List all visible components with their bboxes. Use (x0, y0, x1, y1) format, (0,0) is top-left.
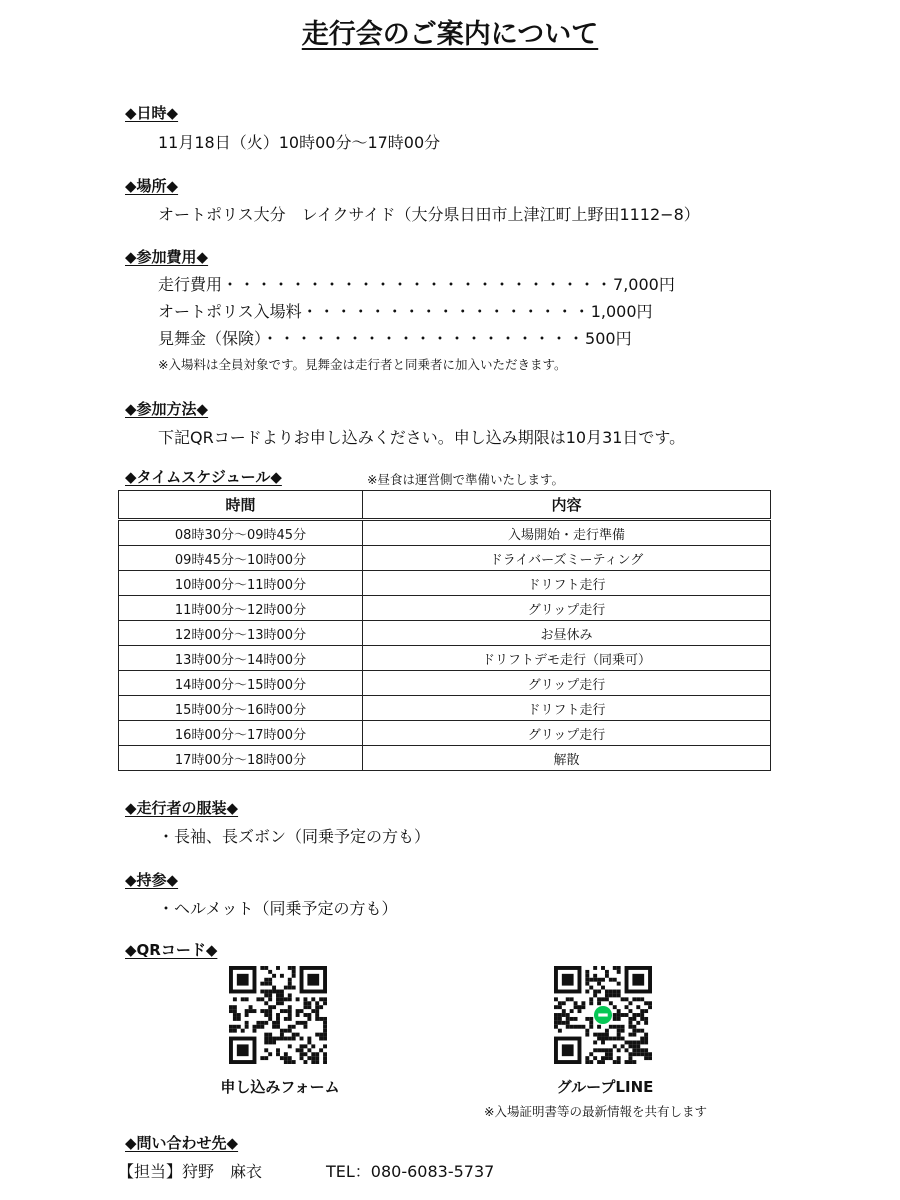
page-title: 走行会のご案内について (301, 19, 599, 50)
fee-row-entry (158, 299, 653, 322)
table-row (119, 671, 771, 696)
time-cell: 09時45分～10時00分 (119, 546, 363, 571)
time-cell: 17時00分～18時00分 (119, 746, 363, 771)
line-qr-note: ※入場証明書等の最新情報を共有します (484, 1104, 707, 1119)
schedule-table (118, 490, 771, 771)
time-cell: 12時00分～13時00分 (119, 621, 363, 646)
fee-row-run (158, 272, 675, 295)
attire-heading: ◆走行者の服装◆ (125, 799, 239, 817)
attire-value: ・長袖、長ズボン（同乗予定の方も） (158, 827, 431, 846)
fee-amount: 500円 (585, 329, 632, 348)
schedule-note: ※昼食は運営側で準備いたします。 (367, 472, 564, 487)
datetime-heading: ◆日時◆ (125, 104, 179, 122)
content-cell: ドリフト走行 (363, 571, 771, 596)
content-cell: グリップ走行 (363, 671, 771, 696)
column-header-time: 時間 (119, 491, 363, 520)
location-heading: ◆場所◆ (125, 177, 179, 195)
table-row (119, 596, 771, 621)
fee-dots: ・・・・・・・・・・・・・・・・・・・ (262, 329, 586, 348)
contact-tel: TEL：080-6083-5737 (326, 1162, 495, 1181)
form-qr-label: 申し込みフォーム (220, 1078, 340, 1096)
content-cell: お昼休み (363, 621, 771, 646)
table-row (119, 571, 771, 596)
location-value: オートポリス大分 レイクサイド（大分県日田市上津江町上野田1112−8） (158, 205, 700, 224)
fee-label: 見舞金（保険） (158, 329, 263, 348)
contact-person: 【担当】狩野 麻衣 (118, 1162, 263, 1181)
qr-heading: ◆QRコード◆ (125, 941, 218, 959)
time-cell: 13時00分～14時00分 (119, 646, 363, 671)
table-row (119, 621, 771, 646)
content-cell: ドリフトデモ走行（同乗可） (363, 646, 771, 671)
datetime-value: 11月18日（火）10時00分～17時00分 (158, 133, 441, 152)
fee-label: 走行費用 (158, 275, 223, 294)
fee-row-insurance (158, 326, 632, 349)
fee-amount: 1,000円 (590, 302, 653, 321)
bring-value: ・ヘルメット（同乗予定の方も） (158, 899, 398, 918)
column-header-content: 内容 (363, 491, 771, 520)
table-row (119, 721, 771, 746)
time-cell: 16時00分～17時00分 (119, 721, 363, 746)
table-row (119, 546, 771, 571)
time-cell: 11時00分～12時00分 (119, 596, 363, 621)
content-cell: グリップ走行 (363, 596, 771, 621)
method-value: 下記QRコードよりお申し込みください。申し込み期限は10月31日です。 (158, 428, 686, 447)
time-cell: 08時30分～09時45分 (119, 520, 363, 546)
content-cell: グリップ走行 (363, 721, 771, 746)
fee-amount: 7,000円 (613, 275, 675, 294)
fees-note: ※入場料は全員対象です。見舞金は走行者と同乗者に加入いただきます。 (158, 357, 567, 372)
bring-heading: ◆持参◆ (125, 871, 179, 889)
time-cell: 14時00分～15時00分 (119, 671, 363, 696)
fee-dots: ・・・・・・・・・・・・・・・・・・・・・・・ (222, 275, 614, 294)
schedule-heading: ◆タイムスケジュール◆ (125, 468, 282, 486)
table-row (119, 520, 771, 546)
fee-label: オートポリス入場料 (158, 302, 302, 321)
method-heading: ◆参加方法◆ (125, 400, 209, 418)
table-row (119, 646, 771, 671)
time-cell: 10時00分～11時00分 (119, 571, 363, 596)
table-row (119, 746, 771, 771)
content-cell: 入場開始・走行準備 (363, 520, 771, 546)
table-row (119, 696, 771, 721)
line-qr-code-icon[interactable] (554, 966, 652, 1064)
content-cell: ドリフト走行 (363, 696, 771, 721)
content-cell: ドライバーズミーティング (363, 546, 771, 571)
content-cell: 解散 (363, 746, 771, 771)
form-qr-code-icon[interactable] (229, 966, 327, 1064)
fees-heading: ◆参加費用◆ (125, 248, 209, 266)
table-header-row (119, 491, 771, 520)
line-qr-label: グループLINE (556, 1078, 654, 1096)
time-cell: 15時00分～16時00分 (119, 696, 363, 721)
fee-dots: ・・・・・・・・・・・・・・・・・ (301, 302, 591, 321)
contact-heading: ◆問い合わせ先◆ (125, 1134, 239, 1152)
